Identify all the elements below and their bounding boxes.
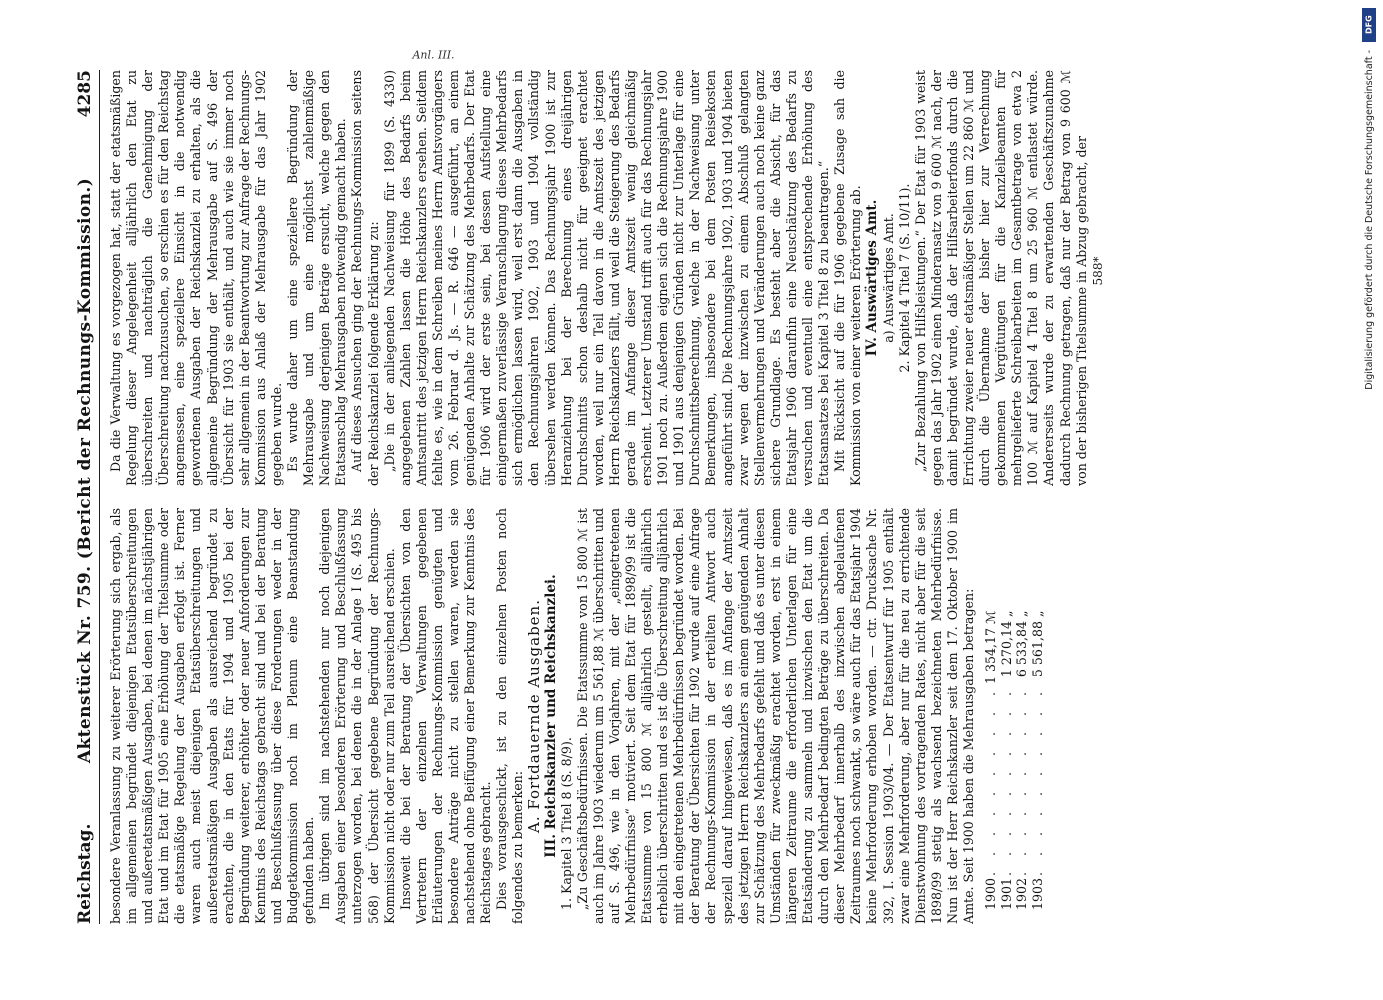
section-heading: A. Fortdauernde Ausgaben. xyxy=(524,599,543,833)
paragraph: „Zur Bezahlung von Hilfsleistungen.“ Der Etat für 1903 weist gegen das Jahr 1902 einen Minderansatz von 9 600 ℳ nach, der damit begründet wurde, daß der Hilfsarbeiterfonds durch die Errichtung zweier neuer etatsmäßiger Stellen um 22 860 ℳ und durch die Übernahme der bisher hier zur Verrechnung gekommenen Vergütungen für die Kanzleibeamten für mehrgelieferte Schreibarbeiten im Gesamtbetrage von etwa 2 100 ℳ auf Kapitel 4 Titel 8 um 25 960 ℳ entlastet würde. Andererseits wurde der zu erwartenden Geschäftszunahme dadurch Rechnung getragen, daß nur der Betrag von 9 600 ℳ von der bisherigen Titelsumme in Abzug gebracht, der xyxy=(912,70,1089,486)
paragraph: Auf dieses Ansuchen ging der Rechnungs-Kommission seitens der Reichskanzlei folgende Erklärung zu: xyxy=(348,70,380,486)
marginal-note: Anl. III. xyxy=(411,48,455,62)
table-row: 1900 . . . . . . . . . . 1 354,17 ℳ xyxy=(982,610,998,910)
dfg-logo: DFG xyxy=(1362,8,1376,42)
year-cell: 1903 xyxy=(1029,877,1045,910)
page-number: 4285 xyxy=(74,70,95,118)
year-cell: 1902 xyxy=(1013,877,1029,910)
amount-cell: 6 533,84 „ xyxy=(1013,610,1029,678)
paragraph: Da die Verwaltung es vorgezogen hat, statt der etatsmäßigen Regelung dieser Angelegenheit alljährlich den Etat zu überschreiten und nachträglich die Genehmigung der Überschreitung nachzusuchen, so erschien es für den Reichstag angemessen, eine speziellere Einsicht in die notwendig gewordenen Ausgaben der Reichskanzlei zu erhalten, als die allgemeine Begründung der Mehrausgabe auf S. 496 der Übersicht für 1903 sie enthält, und auch wie sie immer noch sehr allgemein in der Beantwortung zur Anfrage der Rechnungs-Kommission aus Anlaß der Mehrausgabe für das Jahr 1902 gegeben wurde. xyxy=(107,70,284,486)
text-columns xyxy=(108,70,1303,924)
year-cell: 1900 xyxy=(982,877,998,910)
paragraph: Mit Rücksicht auf die für 1906 gegebene Zusage sah die Kommission von einer weiteren Erörterung ab. xyxy=(831,70,863,486)
table-row: 1902 . . . . . . . . . . 6 533,84 „ xyxy=(1013,610,1029,910)
amount-cell: 5 561,88 „ xyxy=(1029,610,1045,678)
paragraph: Dies vorausgeschickt, ist zu den einzelnen Posten noch folgendes zu bemerken: xyxy=(493,508,525,924)
quoted-paragraph: „Die in der anliegenden Nachweisung für 1899 (S. 4330) angegebenen Zahlen lassen die Höhe des Bedarfs beim Amtsantritt des jetzigen Herrn Reichskanzlers ersehen. Seitdem fehlte es, wie in dem Schreiben meines Herrn Amtsvorgängers vom 26. Februar d. Js. — R. 646 — ausgeführt, an einem genügenden Anhalte zur Schätzung des Mehrbedarfs. Der Etat für 1906 wird der erste sein, bei dessen Aufstellung eine einigermaßen zuverlässige Veranschlagung dieses Mehrbedarfs sich ermöglichen lassen wird, weil erst dann die Ausgaben in den Rechnungsjahren 1902, 1903 und 1904 vollständig übersehen werden können. Das Rechnungsjahr 1900 ist zur Heranziehung bei der Berechnung eines dreijährigen Durchschnitts schon deshalb nicht für geeignet erachtet worden, weil nur ein Teil davon in die Amtszeit des jetzigen Herrn Reichskanzlers fällt, und weil die Steigerung des Bedarfs gerade im Anfange dieser Amtszeit wenig gleichmäßig erscheint. Letzterer Umstand trifft auch für das Rechnungsjahr 1901 noch zu. Außerdem eignen sich die Rechnungsjahre 1900 und 1901 aus denjenigen Gründen nicht zur Unterlage für eine Durchschnittsberechnung, welche in der Nachweisung unter Bemerkungen, insbesondere bei dem Posten Reisekosten angeführt sind. Die Rechnungsjahre 1902, 1903 und 1904 bieten zwar wegen der inzwischen zu einem Abschluß gelangten Stellenvermehrungen und Veränderungen auch noch keine ganz sichere Grundlage. Es besteht aber die Absicht, für das Etatsjahr 1906 daraufhin eine Neuschätzung des Bedarfs zu versuchen und eventuell eine entsprechende Erhöhung des Etatsansatzes bei Kapitel 3 Titel 8 zu beantragen.“ xyxy=(381,70,831,486)
paragraph: „Zu Geschäftsbedürfnissen. Die Etatssumme von 15 800 ℳ ist auch im Jahre 1903 wiederum um 5 561,88 ℳ überschritten und auf S. 496, wie in den Vorjahren, mit der „eingetretenen Mehrbedürfnisse“ motiviert. Seit dem Etat für 1898/99 ist die Etatssumme von 15 800 ℳ alljährlich gestellt, alljährlich erheblich überschritten und es ist die Überschreitung alljährlich mit den eingetretenen Mehrbedürfnissen begründet worden. Bei der Beratung der Übersichten für 1902 wurde auf eine Anfrage der Rechnungs-Kommission in der erteilten Antwort auch speziell darauf hingewiesen, daß es im Anfange der Amtszeit des jetzigen Herrn Reichskanzlers an einem genügenden Anhalt zur Schätzung des Mehrbedarfs gefehlt und daß es unter diesen Umständen für zweckmäßig erachtet worden, erst in einem längeren Zeitraume die erforderlichen Unterlagen für eine Etatsänderung zu sammeln und inzwischen den Etat um die durch den Mehrbedarf bedingten Beträge zu überschreiten. Da dieser Mehrbedarf innerhalb des inzwischen abgelaufenen Zeitraumes noch schwankt, so wäre auch für das Etatsjahr 1904 keine Mehrforderung erhoben worden. — ctr. Drucksache Nr. 392, I. Session 1903/04. — Der Etatsentwurf für 1905 enthält zwar eine Mehrforderung, aber nur für die neu zu errichtende Dienstwohnung des vortragenden Rates, nicht aber für die seit 1898/99 stetig als wachsend bezeichneten Mehrbedürfnisse. Nun ist der Herr Reichskanzler seit dem 17. Oktober 1900 im Amte. Seit 1900 haben die Mehrausgaben betragen: xyxy=(574,508,976,924)
amount-cell: 1 270,14 „ xyxy=(998,610,1014,678)
right-column xyxy=(108,70,1303,486)
paragraph: Im übrigen sind im nachstehenden nur noch diejenigen Ausgaben einer besonderen Erörterung und Beschlußfassung unterzogen worden, bei denen die in der Anlage I (S. 495 bis 568) der Übersicht gegebene Begründung der Rechnungs-Kommission nicht oder nur zum Teil ausreichend erschien. xyxy=(316,508,397,924)
paragraph: Insoweit die bei der Beratung der Übersichten von den Vertretern der einzelnen Verwaltungen gegebenen Erläuterungen der Rechnungs-Kommission genügten und besondere Anträge nicht zu stellen waren, werden sie nachstehend ohne Beifügung einer Bemerkung zur Kenntnis des Reichstages gebracht. xyxy=(397,508,493,924)
year-cell: 1901 xyxy=(998,877,1014,910)
subsection-heading: a) Auswärtiges Amt. xyxy=(880,213,895,343)
header-left: Reichstag. xyxy=(74,823,95,924)
document-page xyxy=(47,40,1337,960)
amount-cell: 1 354,17 ℳ xyxy=(982,610,998,685)
left-column xyxy=(108,508,1303,924)
section-heading: III. Reichskanzler und Reichskanzlei. xyxy=(542,574,559,858)
table-row: 1903 . . . . . . . . . . 5 561,88 „ xyxy=(1029,610,1045,910)
dfg-credit-text: Digitalisierung gefördert durch die Deutsche Forschungsgemeinschaft - xyxy=(1363,50,1375,390)
section-heading: IV. Auswärtiges Amt. xyxy=(863,199,880,357)
page-header xyxy=(75,70,100,924)
header-title: Aktenstück Nr. 759. (Bericht der Rechnungs-Kommission.) xyxy=(74,177,95,764)
paragraph: besondere Veranlassung zu weiterer Erörterung sich ergab, als im allgemeinen begründet diejenigen Etatsüberschreitungen und außeretatsmäßigen Ausgaben, bei denen im nächstjährigen Etat und im Etat für 1905 eine Erhöhung der Titelsumme oder die etatsmäßige Regelung der Ausgaben erfolgt ist. Ferner waren auch meist diejenigen Etatsüberschreitungen und außeretatsmäßigen Ausgaben als ausreichend begründet zu erachten, die in den Etats für 1904 und 1905 bei der Begründung weiterer, erhöhter oder neuer Anforderungen zur Kenntnis des Reichstags gebracht sind und bei der Beratung und Beschlußfassung über diese Forderungen weder in der Budgetkommission noch im Plenum eine Beanstandung gefunden haben. xyxy=(107,508,316,924)
expenditure-table xyxy=(983,610,1045,910)
signature-mark: 588* xyxy=(1090,256,1105,286)
table-row: 1901 . . . . . . . . . . 1 270,14 „ xyxy=(998,610,1014,910)
paragraph: Es wurde daher um eine speziellere Begründung der Mehrausgabe und um eine möglichst zahlenmäßige Nachweisung derjenigen Beträge ersucht, welche gegen den Etatsanschlag Mehrausgaben notwendig gemacht haben. xyxy=(284,70,348,486)
subsection-heading: 2. Kapitel 4 Titel 7 (S. 10/11). xyxy=(896,183,912,373)
subsection-heading: 1. Kapitel 3 Titel 8 (S. 8/9). xyxy=(558,737,574,910)
digitization-credit xyxy=(1359,8,1379,993)
